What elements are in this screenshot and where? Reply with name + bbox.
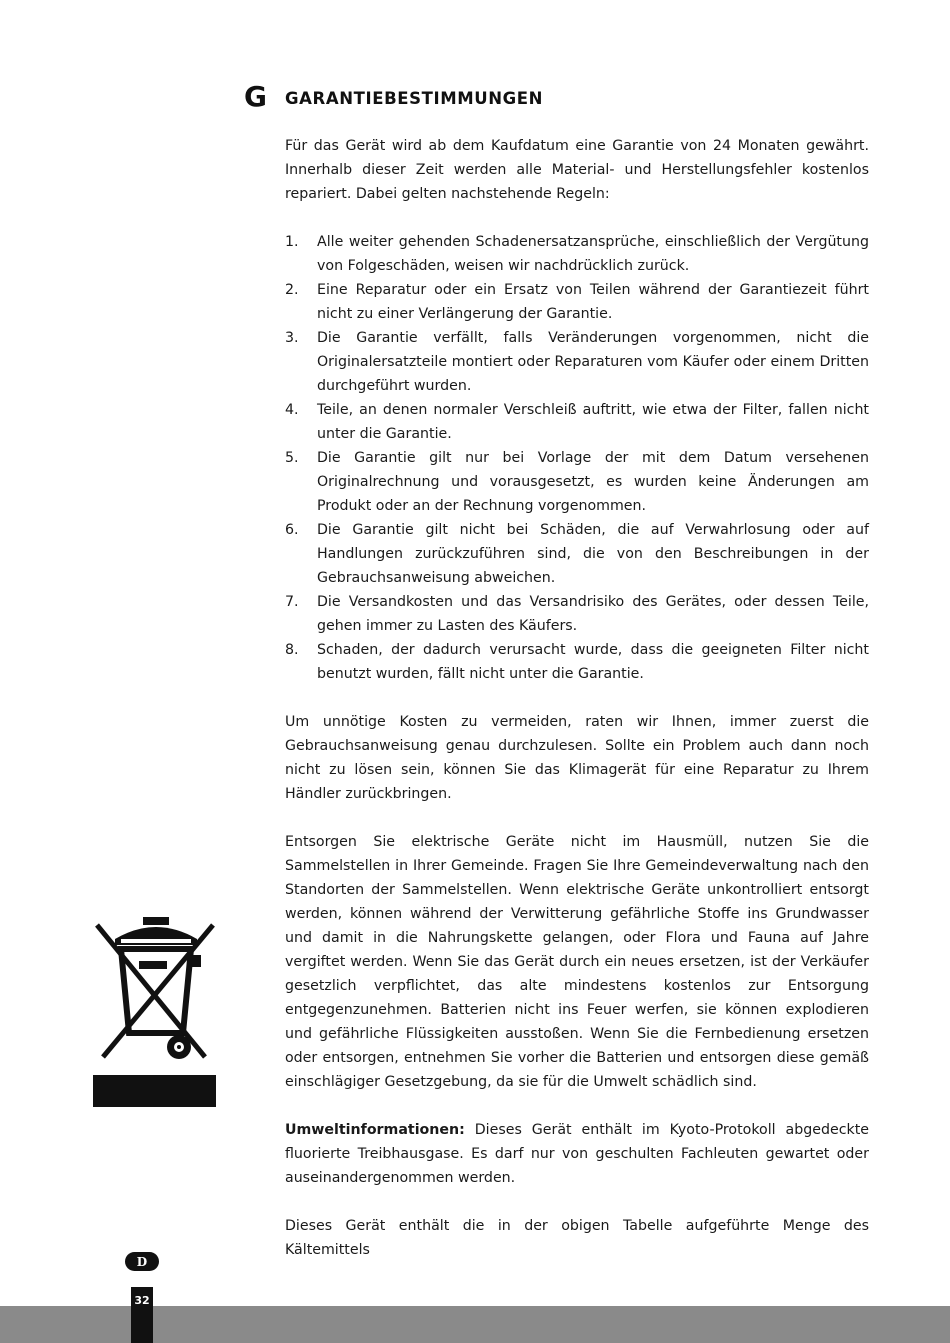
list-item-text: Alle weiter gehenden Schadenersatzansprüche, einschließlich der Vergütung von Folgeschäden, weisen wir nachdrücklich zurück. bbox=[317, 234, 869, 274]
crossed-out-wheelie-bin-icon bbox=[93, 915, 216, 1107]
list-item-text: Eine Reparatur oder ein Ersatz von Teilen während der Garantiezeit führt nicht zu einer Verlängerung der Garantie. bbox=[317, 282, 869, 322]
disposal-paragraph: Entsorgen Sie elektrische Geräte nicht im Hausmüll, nutzen Sie die Sammelstellen in Ihrer Gemeinde. Fragen Sie Ihre Gemeindeverwaltung nach den Standorten der Sammelstellen. Wenn elektrische Geräte unkontrolliert entsorgt werden, können während der Verwitterung gefährliche Stoffe ins Grundwasser und damit in die Nahrungskette gelangen, oder Flora und Fauna auf Jahre vergiftet werden. Wenn Sie das Gerät durch ein neues ersetzen, ist der Verkäufer gesetzlich verpflichtet, das alte mindestens kostenlos zur Entsorgung entgegenzunehmen. Batterien nicht ins Feuer werfen, sie können explodieren und gefährliche Flüssigkeiten ausstoßen. Wenn Sie die Fernbedienung ersetzen oder entsorgen, entnehmen Sie vorher die Batterien und entsorgen diese gemäß einschlägiger Gesetzgebung, da sie für die Umwelt schädlich sind. bbox=[285, 834, 869, 1090]
list-item bbox=[285, 398, 869, 446]
list-item-text: Die Garantie gilt nicht bei Schäden, die auf Verwahrlosung oder auf Handlungen zurückzuführen sind, die von den Beschreibungen in der Gebrauchsanweisung abweichen. bbox=[317, 522, 869, 586]
page-number: 32 bbox=[134, 1294, 150, 1307]
list-item-number: 6. bbox=[285, 522, 299, 538]
page-content bbox=[285, 134, 869, 1262]
list-item bbox=[285, 326, 869, 398]
list-item-number: 7. bbox=[285, 594, 299, 610]
advice-paragraph: Um unnötige Kosten zu vermeiden, raten wir Ihnen, immer zuerst die Gebrauchsanweisung genau durchzulesen. Sollte ein Problem auch dann noch nicht zu lösen sein, können Sie das Klimagerät für eine Reparatur zu Ihrem Händler zurückbringen. bbox=[285, 714, 869, 802]
list-item-text: Die Versandkosten und das Versandrisiko des Gerätes, oder dessen Teile, gehen immer zu Lasten des Käufers. bbox=[317, 594, 869, 634]
list-item-number: 3. bbox=[285, 330, 299, 346]
intro-paragraph: Für das Gerät wird ab dem Kaufdatum eine Garantie von 24 Monaten gewährt. Innerhalb dieser Zeit werden alle Material- und Herstellungsfehler kostenlos repariert. Dabei gelten nachstehende Regeln: bbox=[285, 138, 869, 202]
list-item-text: Die Garantie verfällt, falls Veränderungen vorgenommen, nicht die Originalersatzteile montiert oder Reparaturen vom Käufer oder einem Dritten durchgeführt wurden. bbox=[317, 330, 869, 394]
refrigerant-paragraph: Dieses Gerät enthält die in der obigen Tabelle aufgeführte Menge des Kältemittels bbox=[285, 1218, 869, 1258]
list-item bbox=[285, 518, 869, 590]
list-item bbox=[285, 446, 869, 518]
section-title: GARANTIEBESTIMMUNGEN bbox=[285, 89, 544, 108]
list-item bbox=[285, 590, 869, 638]
list-item bbox=[285, 230, 869, 278]
list-item-number: 2. bbox=[285, 282, 299, 298]
section-letter: G bbox=[244, 80, 267, 113]
environment-label: Umweltinformationen: bbox=[285, 1122, 465, 1138]
language-badge: D bbox=[125, 1252, 159, 1271]
list-item-number: 8. bbox=[285, 642, 299, 658]
list-item-text: Die Garantie gilt nur bei Vorlage der mit dem Datum versehenen Originalrechnung und vorausgesetzt, es wurden keine Änderungen am Produkt oder an der Rechnung vorgenommen. bbox=[317, 450, 869, 514]
list-item-text: Teile, an denen normaler Verschleiß auftritt, wie etwa der Filter, fallen nicht unter die Garantie. bbox=[317, 402, 869, 442]
list-item-number: 1. bbox=[285, 234, 299, 250]
list-item-number: 4. bbox=[285, 402, 299, 418]
environment-paragraph bbox=[285, 1118, 869, 1190]
warranty-rules-list bbox=[285, 230, 869, 686]
list-item bbox=[285, 638, 869, 686]
environment-text: Dieses Gerät enthält im Kyoto-Protokoll abgedeckte fluorierte Treibhausgase. Es darf nur von geschulten Fachleuten gewartet oder auseinandergenommen werden. bbox=[285, 1122, 869, 1186]
list-item-text: Schaden, der dadurch verursacht wurde, dass die geeigneten Filter nicht benutzt wurden, fällt nicht unter die Garantie. bbox=[317, 642, 869, 682]
list-item-number: 5. bbox=[285, 450, 299, 466]
list-item bbox=[285, 278, 869, 326]
